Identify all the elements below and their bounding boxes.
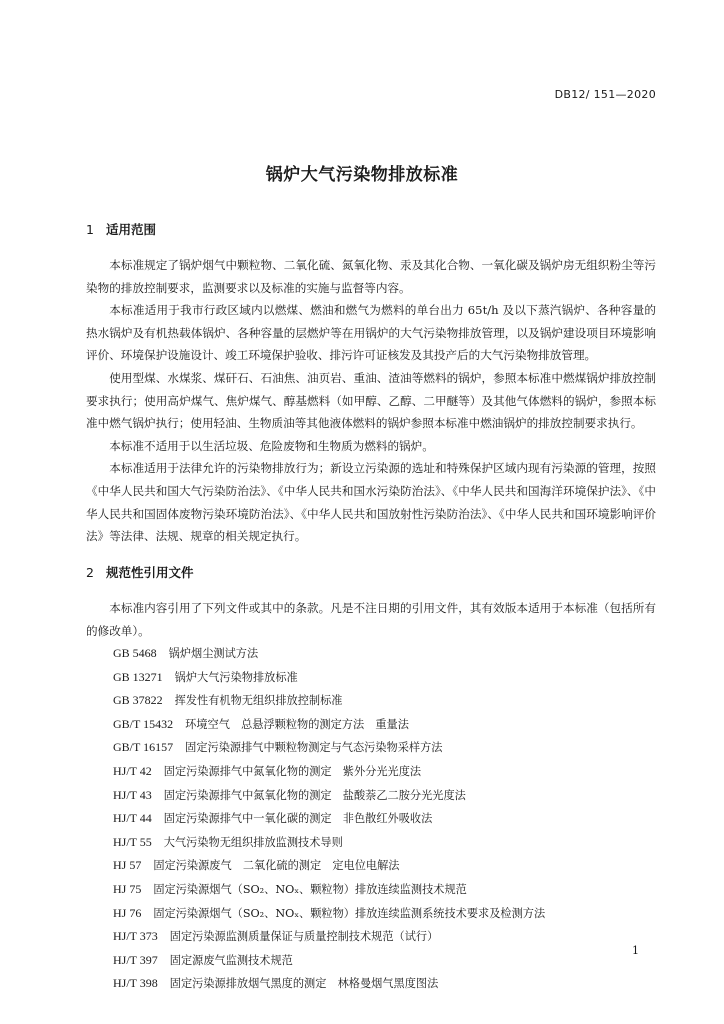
reference-code: HJ 76 [113, 905, 142, 920]
reference-item [113, 831, 673, 855]
paragraph: 本标准不适用于以生活垃圾、危险废物和生物质为燃料的锅炉。 [109, 438, 434, 453]
reference-title: 固定污染源废气 二氧化硫的测定 定电位电解法 [153, 859, 400, 873]
reference-code: HJ/T 55 [113, 834, 152, 849]
reference-code: HJ 57 [113, 858, 142, 873]
reference-item [113, 854, 673, 878]
reference-code: HJ/T 42 [113, 763, 152, 778]
reference-title: 锅炉大气污染物排放标准 [174, 670, 298, 684]
reference-item [113, 689, 673, 713]
reference-title: 挥发性有机物无组织排放控制标准 [174, 694, 343, 708]
reference-item [113, 807, 673, 831]
reference-code: GB/T 16157 [113, 740, 174, 755]
reference-code: GB 37822 [113, 693, 163, 708]
reference-code: HJ/T 397 [113, 952, 158, 967]
reference-title: 固定污染源烟气（SO₂、NOₓ、颗粒物）排放连续监测技术规范 [153, 882, 467, 896]
reference-code: HJ/T 44 [113, 811, 152, 826]
standard-code: DB12/ 151—2020 [554, 88, 656, 101]
reference-code: GB 13271 [113, 669, 163, 684]
reference-item [113, 760, 673, 784]
reference-item [113, 784, 673, 808]
reference-title: 大气污染物无组织排放监测技术导则 [163, 835, 343, 849]
paragraph: 本标准适用于我市行政区域内以燃煤、燃油和燃气为燃料的单台出力 65t/h 及以下蒸汽锅炉、各种容量的热水锅炉及有机热载体锅炉、各种容量的层燃炉等在用锅炉的大气污染物排放管理，以及锅炉建设项目环境影响评价、环境保护设施设计、竣工环境保护验收、排污许可证核发及其投产后的大气污染物排放管理。 [86, 303, 656, 363]
page-number: 1 [632, 944, 639, 957]
section-title: 适用范围 [106, 222, 157, 237]
section-2-heading [86, 563, 194, 581]
section-title: 规范性引用文件 [106, 565, 194, 580]
reference-title: 固定源废气监测技术规范 [169, 953, 293, 967]
reference-code: HJ/T 398 [113, 976, 158, 991]
paragraph: 本标准内容引用了下列文件或其中的条款。凡是不注日期的引用文件，其有效版本适用于本标准（包括所有的修改单）。 [86, 601, 656, 638]
reference-title: 环境空气 总悬浮颗粒物的测定方法 重量法 [185, 717, 409, 731]
section-2-body [86, 597, 656, 642]
reference-item [113, 925, 673, 949]
reference-code: GB/T 15432 [113, 716, 174, 731]
reference-title: 锅炉烟尘测试方法 [168, 647, 259, 660]
reference-title: 固定污染源排气中氮氧化物的测定 紫外分光光度法 [163, 764, 422, 778]
reference-code: HJ 75 [113, 881, 142, 896]
paragraph: 使用型煤、水煤浆、煤矸石、石油焦、油页岩、重油、渣油等燃料的锅炉，参照本标准中燃煤锅炉排放控制要求执行；使用高炉煤气、焦炉煤气、醇基燃料（如甲醇、乙醇、二甲醚等）及其他气体燃料的锅炉，参照本标准中燃气锅炉执行；使用轻油、生物质油等其他液体燃料的锅炉参照本标准中燃油锅炉的排放控制要求执行。 [86, 370, 656, 431]
reference-title: 固定污染源监测质量保证与质量控制技术规范（试行） [169, 930, 439, 944]
reference-item [113, 642, 673, 666]
reference-code: HJ/T 373 [113, 929, 158, 944]
reference-item [113, 878, 673, 902]
paragraph: 本标准规定了锅炉烟气中颗粒物、二氧化硫、氮氧化物、汞及其化合物、一氧化碳及锅炉房无组织粉尘等污染物的排放控制要求，监测要求以及标准的实施与监督等内容。 [86, 258, 656, 295]
reference-item [113, 902, 673, 926]
reference-list [113, 642, 673, 996]
reference-code: HJ/T 43 [113, 787, 152, 802]
reference-title: 固定污染源排放烟气黑度的测定 林格曼烟气黑度图法 [169, 977, 439, 991]
reference-title: 固定污染源排气中氮氧化物的测定 盐酸萘乙二胺分光光度法 [163, 788, 466, 802]
reference-code: GB 5468 [113, 646, 157, 660]
reference-title: 固定污染源烟气（SO₂、NOₓ、颗粒物）排放连续监测系统技术要求及检测方法 [153, 906, 546, 920]
reference-item [113, 949, 673, 973]
reference-item [113, 713, 673, 737]
reference-item [113, 736, 673, 760]
paragraph: 本标准适用于法律允许的污染物排放行为；新设立污染源的选址和特殊保护区域内现有污染源的管理，按照《中华人民共和国大气污染防治法》、《中华人民共和国水污染防治法》、《中华人民共和国海洋环境保护法》、《中华人民共和国固体废物污染环境防治法》、《中华人民共和国放射性污染防治法》、《中华人民共和国环境影响评价法》等法律、法规、规章的相关规定执行。 [86, 461, 656, 544]
reference-item [113, 972, 673, 996]
section-number: 2 [86, 565, 94, 580]
reference-item [113, 666, 673, 690]
section-1-heading [86, 220, 156, 238]
section-number: 1 [86, 222, 94, 237]
reference-title: 固定污染源排气中颗粒物测定与气态污染物采样方法 [185, 741, 443, 755]
section-1-body [86, 254, 656, 548]
document-title: 锅炉大气污染物排放标准 [265, 165, 459, 185]
reference-title: 固定污染源排气中一氧化碳的测定 非色散红外吸收法 [163, 812, 433, 826]
